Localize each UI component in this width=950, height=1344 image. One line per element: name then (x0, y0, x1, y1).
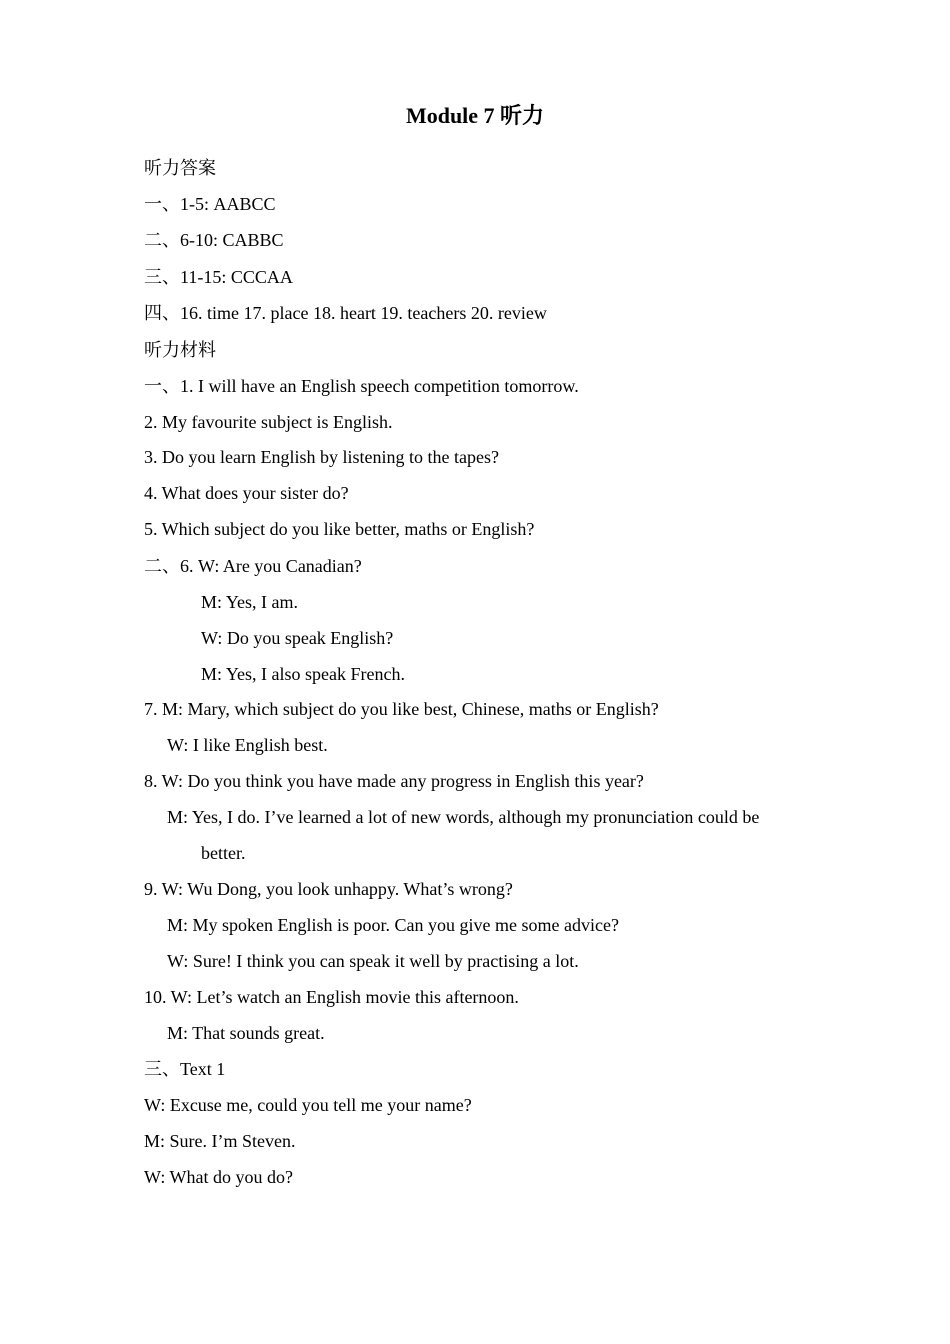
material-line: 一、1. I will have an English speech competition tomorrow. (144, 376, 579, 396)
material-line: W: Excuse me, could you tell me your name? (144, 1095, 472, 1115)
material-line: 10. W: Let’s watch an English movie this afternoon. (144, 987, 519, 1007)
material-line: 5. Which subject do you like better, maths or English? (144, 519, 535, 539)
material-line: 3. Do you learn English by listening to the tapes? (144, 447, 499, 467)
material-line: 8. W: Do you think you have made any progress in English this year? (144, 771, 644, 791)
material-line: M: Yes, I do. I’ve learned a lot of new words, although my pronunciation could be (167, 807, 760, 827)
material-line: M: That sounds great. (167, 1023, 325, 1043)
answer-line: 二、6-10: CABBC (144, 230, 284, 250)
answer-line: 三、11-15: CCCAA (144, 267, 293, 287)
material-line: M: Sure. I’m Steven. (144, 1131, 296, 1151)
material-line: W: I like English best. (167, 735, 328, 755)
materials-heading: 听力材料 (144, 340, 216, 361)
material-line: 三、Text 1 (144, 1059, 226, 1079)
material-line: better. (201, 843, 246, 863)
material-line: M: Yes, I am. (201, 592, 299, 612)
answer-line: 一、1-5: AABCC (144, 194, 276, 214)
material-line: W: Sure! I think you can speak it well by practising a lot. (167, 951, 579, 971)
answers-heading: 听力答案 (144, 158, 216, 179)
material-line: M: My spoken English is poor. Can you give me some advice? (167, 915, 619, 935)
material-line: 二、6. W: Are you Canadian? (144, 556, 362, 576)
answer-line: 四、16. time 17. place 18. heart 19. teachers 20. review (144, 303, 547, 323)
material-line: W: Do you speak English? (201, 628, 394, 648)
material-line: 7. M: Mary, which subject do you like best, Chinese, maths or English? (144, 699, 659, 719)
material-line: 9. W: Wu Dong, you look unhappy. What’s wrong? (144, 879, 513, 899)
material-line: M: Yes, I also speak French. (201, 664, 405, 684)
page-title: Module 7 听力 (405, 103, 545, 128)
material-line: 2. My favourite subject is English. (144, 412, 393, 432)
material-line: W: What do you do? (144, 1167, 293, 1187)
material-line: 4. What does your sister do? (144, 483, 349, 503)
